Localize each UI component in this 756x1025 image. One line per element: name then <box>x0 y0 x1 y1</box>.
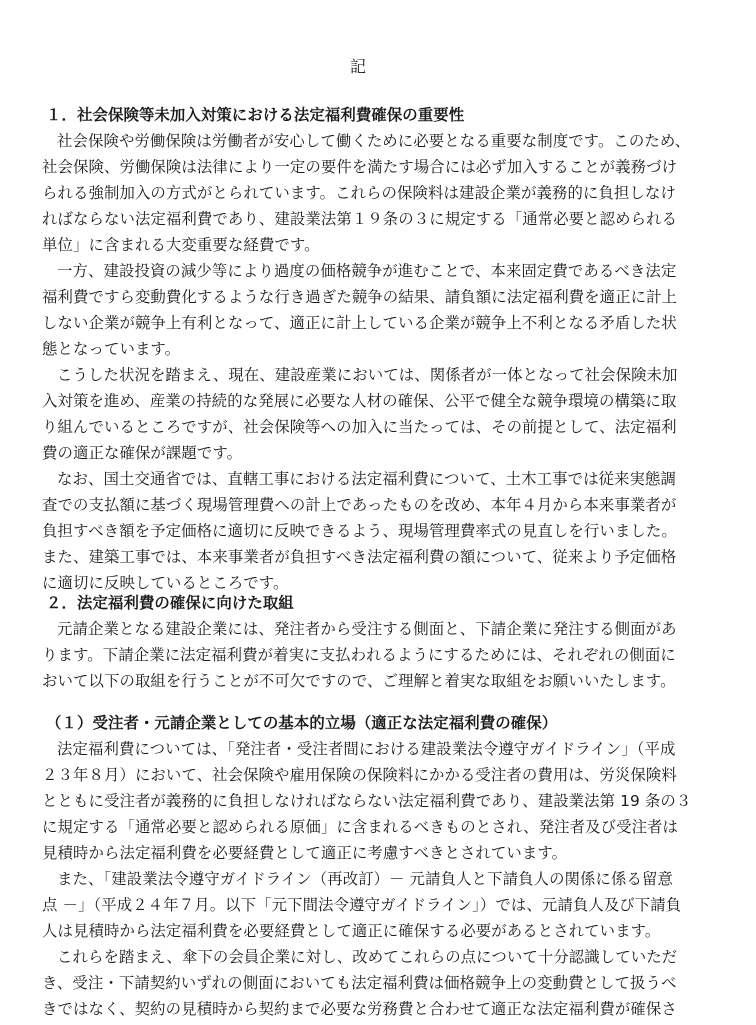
paragraph-line: 査での支払額に基づく現場管理費への計上であったものを改め、本年４月から本来事業者が <box>42 496 677 514</box>
paragraph-line: 見積時から法定福利費を必要経費として適正に考慮すべきとされています。 <box>42 844 568 862</box>
paragraph-line: 負担すべき額を予定価格に適切に反映できるよう、現場管理費率式の見直しを行いました。 <box>42 522 677 540</box>
section-1-heading: １．社会保険等未加入対策における法定福利費確保の重要性 <box>46 106 465 124</box>
paragraph-line: き、受注・下請契約いずれの側面においても法定福利費は価格競争上の変動費として扱うべ <box>42 974 677 992</box>
section-1 <box>42 102 742 596</box>
paragraph-line: に規定する「通常必要と認められる原価」に含まれるべきものとされ、発注者及び受注者は <box>42 818 679 836</box>
paragraph-line: 費の適正な確保が課題です。 <box>42 444 243 462</box>
paragraph-line: しない企業が競争上有利となって、適正に計上している企業が競争上不利となる矛盾した状 <box>42 314 677 332</box>
paragraph-line: きではなく、契約の見積時から契約まで必要な労務費と合わせて適正な法定福利費が確保さ <box>42 1000 677 1018</box>
paragraph-line: ります。下請企業に法定福利費が着実に支払われるようにするためには、それぞれの側面に <box>42 646 676 664</box>
paragraph-line: なお、国土交通省では、直轄工事における法定福利費について、土木工事では従来実態調 <box>57 470 677 488</box>
section-2 <box>42 590 742 694</box>
paragraph-line: こうした状況を踏まえ、現在、建設産業においては、関係者が一体となって社会保険未加 <box>57 366 678 384</box>
ki-heading: 記 <box>350 57 367 76</box>
section-2-heading: ２．法定福利費の確保に向けた取組 <box>46 594 294 612</box>
paragraph-line: また、「建設業法令遵守ガイドライン（再改訂）－ 元請負人と下請負人の関係に係る留意 <box>57 870 673 888</box>
paragraph-line: 社会保険や労働保険は労働者が安心して働くために必要となる重要な制度です。このため、 <box>57 132 691 150</box>
paragraph-line: 福利費ですら変動費化するような行き過ぎた競争の結果、請負額に法定福利費を適正に計上 <box>42 288 678 306</box>
paragraph-line: り組んでいるところですが、社会保険等への加入に当たっては、その前提として、法定福利 <box>42 418 677 436</box>
paragraph-line: 法定福利費については、「発注者・受注者間における建設業法令遵守ガイドライン」（平成 <box>57 740 676 758</box>
paragraph-line: 態となっています。 <box>42 340 181 358</box>
paragraph-line: られる強制加入の方式がとられています。これらの保険料は建設企業が義務的に負担しなけ <box>42 184 676 202</box>
paragraph-line: また、建築工事では、本来事業者が負担すべき法定福利費の額について、従来より予定価格 <box>42 548 677 566</box>
paragraph-line: これらを踏まえ、傘下の会員企業に対し、改めてこれらの点について十分認識していただ <box>57 948 678 966</box>
paragraph-line: に適切に反映しているところです。 <box>42 574 289 592</box>
paragraph-line: 入対策を進め、産業の持続的な発展に必要な人材の確保、公平で健全な競争環境の構築に取 <box>42 392 677 410</box>
subsection-1 <box>42 710 742 1022</box>
paragraph-line: 単位」に含まれる大変重要な経費です。 <box>42 236 320 254</box>
paragraph-line: 元請企業となる建設企業には、発注者から受注する側面と、下請企業に発注する側面があ <box>57 620 677 638</box>
paragraph-line: ２３年８月）において、社会保険や雇用保険の保険料にかかる受注者の費用は、労災保険料 <box>42 766 677 784</box>
paragraph-line: ればならない法定福利費であり、建設業法第１９条の３に規定する「通常必要と認められる <box>42 210 678 228</box>
paragraph-line: 人は見積時から法定福利費を必要経費として適正に確保する必要があるとされています。 <box>42 922 661 940</box>
paragraph-line: 一方、建設投資の減少等により過度の価格競争が進むことで、本来固定費であるべき法定 <box>57 262 677 280</box>
paragraph-line: とともに受注者が義務的に負担しなければならない法定福利費であり、建設業法第 19 条の３ <box>42 792 692 810</box>
subsection-1-heading: （１）受注者・元請企業としての基本的立場（適正な法定福利費の確保） <box>46 714 558 732</box>
paragraph-line: 点 －」（平成２４年７月。以下「元下間法令遵守ガイドライン」）では、元請負人及び下請負 <box>42 896 682 914</box>
paragraph-line: おいて以下の取組を行うことが不可欠ですので、ご理解と着実な取組をお願いいたします。 <box>42 672 676 690</box>
paragraph-line: 社会保険、労働保険は法律により一定の要件を満たす場合には必ず加入することが義務づけ <box>42 158 678 176</box>
